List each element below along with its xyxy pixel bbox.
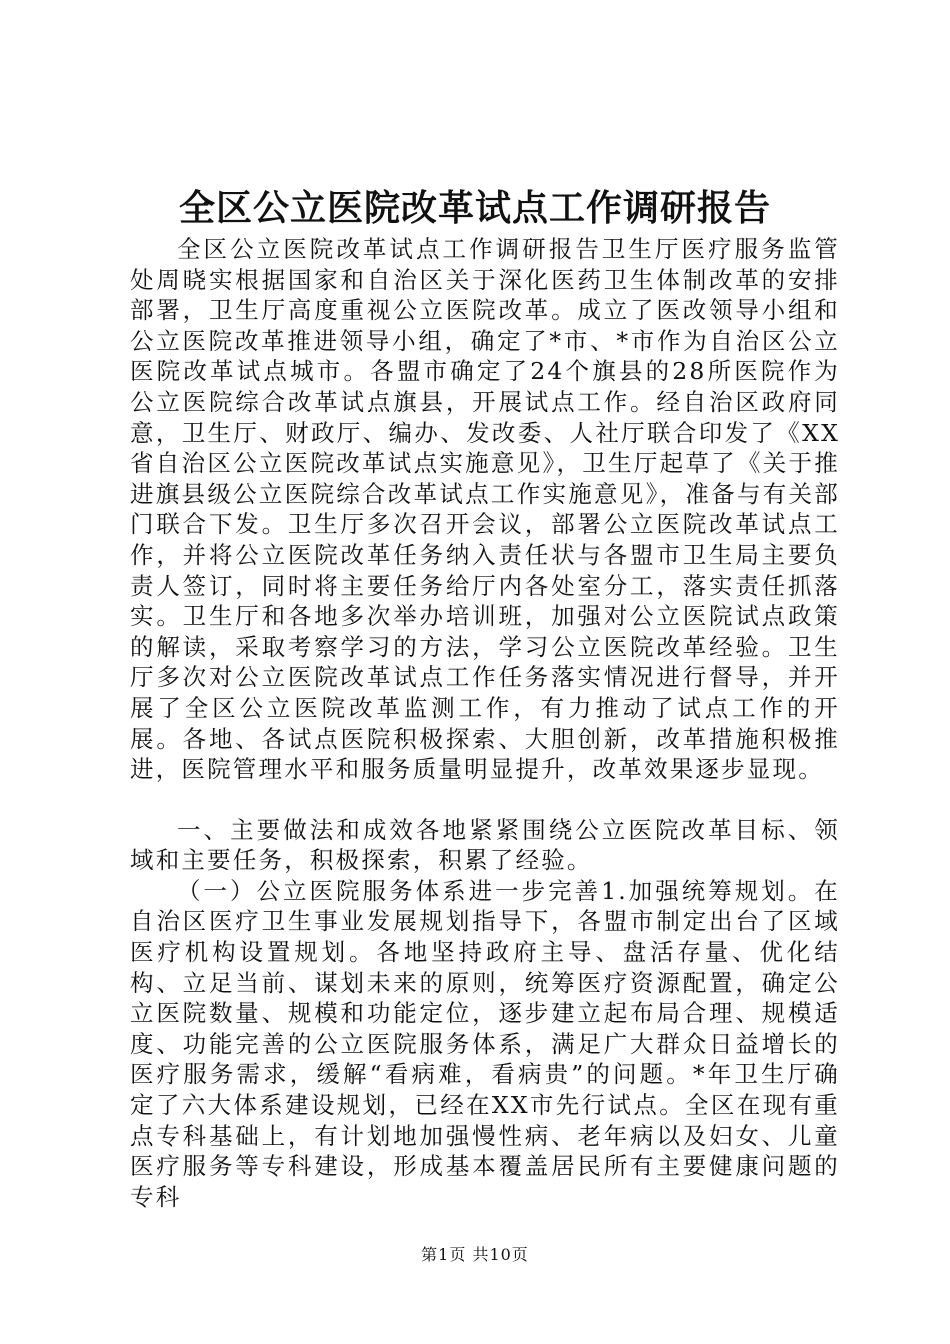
paragraph-intro: 全区公立医院改革试点工作调研报告卫生厅医疗服务监管处周晓实根据国家和自治区关于深化医药卫生体制改革的安排部署，卫生厅高度重视公立医院改革。成立了医改领导小组和公立医院改革推进领导小组，确定了*市、*市作为自治区公立医院改革试点城市。各盟市确定了24个旗县的28所医院作为公立医院综合改革试点旗县，开展试点工作。经自治区政府同意，卫生厅、财政厅、编办、发改委、人社厅联合印发了《XX省自治区公立医院改革试点实施意见》，卫生厅起草了《关于推进旗县级公立医院综合改革试点工作实施意见》，准备与有关部门联合下发。卫生厅多次召开会议，部署公立医院改革试点工作，并将公立医院改革任务纳入责任状与各盟市卫生局主要负责人签订，同时将主要任务给厅内各处室分工，落实责任抓落实。卫生厅和各地多次举办培训班，加强对公立医院试点政策的解读，采取考察学习的方法，学习公立医院改革经验。卫生厅多次对公立医院改革试点工作任务落实情况进行督导，并开展了全区公立医院改革监测工作，有力推动了试点工作的开展。各地、各试点医院积极探索、大胆创新，改革措施积极推进，医院管理水平和服务质量明显提升，改革效果逐步显现。 bbox=[130, 235, 840, 784]
page-number-footer: 第1页 共10页 bbox=[421, 1245, 529, 1264]
paragraph-subsection-one: （一）公立医院服务体系进一步完善1.加强统筹规划。在自治区医疗卫生事业发展规划指导下，各盟市制定出台了区域医疗机构设置规划。各地坚持政府主导、盘活存量、优化结构、立足当前、谋划未来的原则，统筹医疗资源配置，确定公立医院数量、规模和功能定位，逐步建立起布局合理、规模适度、功能完善的公立医院服务体系，满足广大群众日益增长的医疗服务需求，缓解“看病难，看病贵”的问题。*年卫生厅确定了六大体系建设规划，已经在XX市先行试点。全区在现有重点专科基础上，有计划地加强慢性病、老年病以及妇女、儿童医疗服务等专科建设，形成基本覆盖居民所有主要健康问题的专科 bbox=[130, 876, 840, 1211]
paragraph-section-one: 一、主要做法和成效各地紧紧围绕公立医院改革目标、领域和主要任务，积极探索，积累了经验。 bbox=[130, 815, 840, 875]
document-body bbox=[130, 234, 840, 1212]
document-title: 全区公立医院改革试点工作调研报告 bbox=[178, 187, 771, 229]
